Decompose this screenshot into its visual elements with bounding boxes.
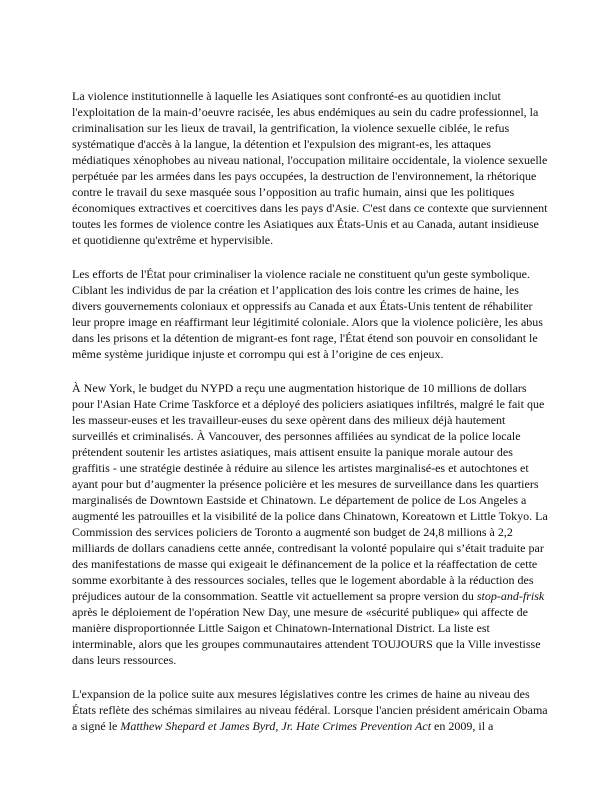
paragraph-text: en 2009, il a (431, 719, 494, 733)
italic-term: stop-and-frisk (476, 589, 545, 603)
paragraph (72, 380, 549, 668)
paragraph-text: La violence institutionnelle à laquelle les Asiatiques sont confronté-es au quotidien inclut l'exploitation de la main-d’oeuvre racisée, les abus endémiques au sein du cadre professionnel, la criminalisation sur les lieux de travail, la gentrification, la violence sexuelle ciblée, le refus systématique d'accès à la langue, la détention et l'expulsion des migrant-es, les attaques médiatiques xénophobes au niveau national, l'occupation militaire occidentale, la violence sexuelle perpétuée par les armées dans les pays occupées, la destruction de l'environnement, la rhétorique contre le travail du sexe masquée sous l’opposition au trafic humain, ainsi que les politiques économiques extractives et coercitives dans les pays d'Asie. C'est dans ce contexte que surviennent toutes les formes de violence contre les Asiatiques aux États-Unis et au Canada, autant insidieuse et quotidienne qu'extrême et hypervisible. (72, 89, 548, 247)
paragraph (72, 266, 549, 362)
italic-act-title: Matthew Shepard et James Byrd, Jr. Hate Crimes Prevention Act (120, 719, 432, 733)
paragraph-text: après le déploiement de l'opération New Day, une mesure de «sécurité publique» qui affecte de manière disproportionnée Little Saigon et Chinatown-International District. La liste est interminable, alors que les groupes communautaires attendent TOUJOURS que la Ville investisse dans leurs ressources. (72, 605, 541, 667)
paragraph (72, 88, 549, 248)
paragraph-text: L'expansion de la police suite aux mesures législatives contre les crimes de haine au niveau des États reflète des schémas similaires au niveau fédéral. Lorsque l'ancien président américain Obama a signé le (72, 687, 548, 733)
paragraph-text: À New York, le budget du NYPD a reçu une augmentation historique de 10 millions de dollars pour l'Asian Hate Crime Taskforce et a déployé des policiers asiatiques infiltrés, malgré le fait que les masseur-euses et les travailleur-euses du sexe opèrent dans des milieux déjà hautement surveillés et criminalisés. À Vancouver, des personnes affiliées au syndicat de la police locale prétendent soutenir les artistes asiatiques, mais attisent ensuite la panique morale autour des graffitis - une stratégie destinée à réduire au silence les artistes marginalisé-es et autochtones et ayant pour but d’augmenter la présence policière et les mesures de surveillance dans les quartiers marginalisés de Downtown Eastside et Chinatown. Le département de police de Los Angeles a augmenté les patrouilles et la visibilité de la police dans Chinatown, Koreatown et Little Tokyo. La Commission des services policiers de Toronto a augmenté son budget de 24,8 millions à 2,2 milliards de dollars canadiens cette année, contredisant la volonté populaire qui s’était traduite par des manifestations de masse qui exigeait le définancement de la police et la réaffectation de cette somme exorbitante à des ressources sociales, telles que le logement abordable à la réduction des préjudices autour de la consommation. Seattle vit actuellement sa propre version du (72, 381, 548, 603)
paragraph (72, 686, 549, 734)
paragraph-text: Les efforts de l'État pour criminaliser la violence raciale ne constituent qu'un geste symbolique. Ciblant les individus de par la création et l’application des lois contre les crimes de haine, les divers gouvernements coloniaux et oppressifs au Canada et aux États-Unis tentent de réhabiliter leur propre image en réaffirmant leur légitimité coloniale. Alors que la violence policière, les abus dans les prisons et la détention de migrant-es font rage, l'État étend son pouvoir en consolidant le même système juridique injuste et corrompu qui est à l’origine de ces enjeux. (72, 267, 543, 361)
document-body (72, 88, 549, 752)
